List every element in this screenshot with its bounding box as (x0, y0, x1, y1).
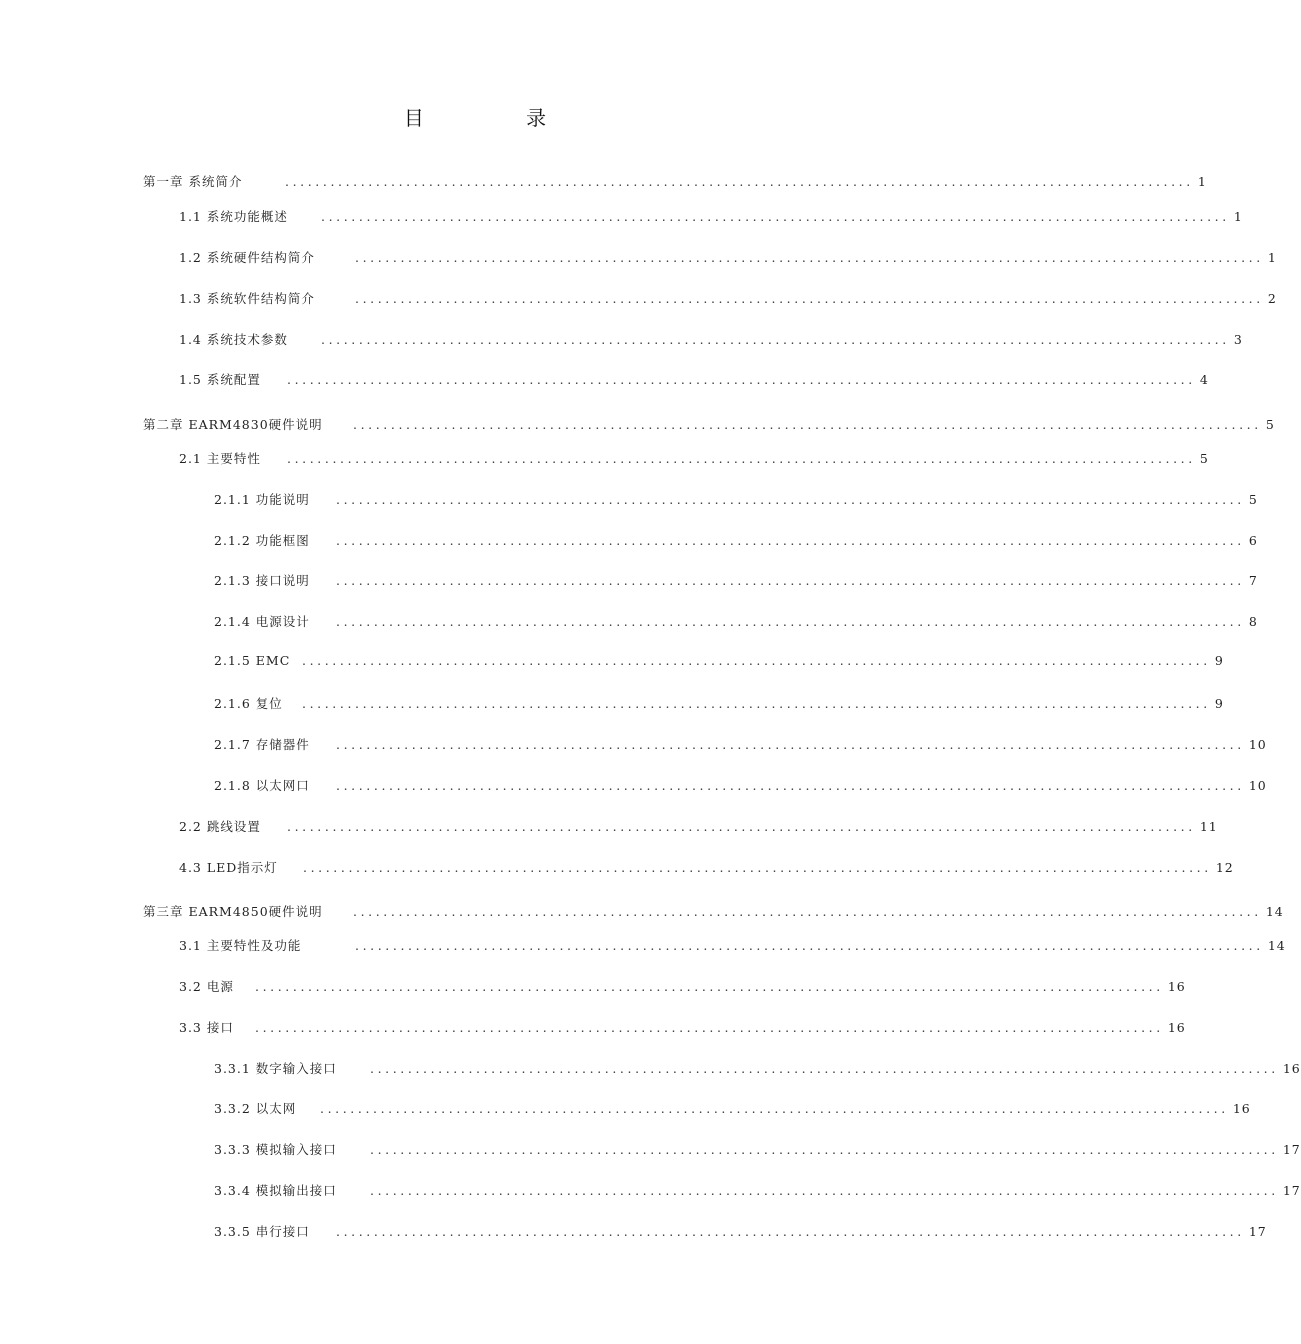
toc-entry-number: 2.1.4 (214, 614, 251, 629)
toc-entry-title: 系统功能概述 (201, 209, 288, 224)
toc-entry-number: 2.1.8 (214, 778, 251, 793)
toc-page-number: 14 (1267, 938, 1286, 953)
toc-entry-number: 1.1 (179, 209, 202, 224)
toc-entry-title: 接口 (201, 1020, 234, 1035)
toc-leader-dots: ........................................................................................................................ (370, 1142, 1279, 1157)
toc-entry-heading (214, 1181, 370, 1199)
toc-entry-number: 4.3 (179, 860, 202, 875)
toc-entry-heading (214, 490, 336, 508)
toc-entry-heading (179, 1018, 255, 1036)
toc-entry-number: 3.3 (179, 1020, 202, 1035)
toc-leader-dots: ........................................................................................................................ (321, 332, 1230, 347)
toc-entry-title: 电源设计 (250, 614, 310, 629)
toc-entry-number: 2.1.1 (214, 492, 251, 507)
toc-leader-dots: ........................................................................................................................ (302, 653, 1211, 668)
toc-entry-heading (214, 612, 336, 630)
toc-leader-dots: ........................................................................................................................ (287, 372, 1196, 387)
toc-entry[interactable] (214, 1099, 1251, 1119)
toc-entry[interactable] (214, 1181, 1301, 1201)
toc-entry-number: 3.3.1 (214, 1061, 251, 1076)
toc-entry[interactable] (214, 490, 1258, 510)
toc-entry-number: 2.1.6 (214, 696, 251, 711)
toc-entry[interactable] (179, 1018, 1186, 1038)
toc-entry-number: 3.2 (179, 979, 202, 994)
toc-entry-title: 系统技术参数 (201, 332, 288, 347)
toc-leader-dots: ........................................................................................................................ (370, 1061, 1279, 1076)
toc-entry[interactable] (214, 1059, 1301, 1079)
toc-entry-heading (179, 330, 321, 348)
toc-entry-title: 功能框图 (250, 533, 310, 548)
toc-entry-number: 2.1.2 (214, 533, 251, 548)
toc-page-number: 16 (1167, 1020, 1186, 1035)
toc-entry-heading (214, 1099, 320, 1117)
toc-entry-heading (179, 936, 355, 954)
toc-page-number: 17 (1282, 1183, 1301, 1198)
toc-entry-title: 以太网口 (250, 778, 310, 793)
toc-page-number: 8 (1248, 614, 1258, 629)
toc-entry[interactable] (143, 415, 1275, 435)
toc-entry-heading (179, 289, 355, 307)
toc-entry[interactable] (214, 531, 1258, 551)
toc-entry-title: 主要特性及功能 (201, 938, 302, 953)
toc-entry-title: 功能说明 (250, 492, 310, 507)
page-title: 目 录 (403, 106, 595, 130)
toc-leader-dots: ........................................................................................................................ (336, 614, 1245, 629)
toc-entry-title: EARM4830硬件说明 (183, 417, 323, 432)
toc-entry[interactable] (179, 936, 1286, 956)
toc-leader-dots: ........................................................................................................................ (320, 1101, 1229, 1116)
toc-entry-heading (214, 735, 336, 753)
toc-page-number: 16 (1232, 1101, 1251, 1116)
toc-entry[interactable] (179, 248, 1277, 268)
toc-leader-dots: ........................................................................................................................ (255, 979, 1164, 994)
toc-entry[interactable] (179, 289, 1277, 309)
toc-entry-heading (214, 776, 336, 794)
toc-leader-dots: ........................................................................................................................ (255, 1020, 1164, 1035)
toc-entry-heading (143, 415, 353, 433)
toc-leader-dots: ........................................................................................................................ (321, 209, 1230, 224)
toc-entry-title: EARM4850硬件说明 (183, 904, 323, 919)
toc-entry-title: 复位 (250, 696, 283, 711)
toc-page-number: 7 (1248, 573, 1258, 588)
toc-entry-heading (179, 858, 303, 876)
toc-entry[interactable] (179, 977, 1186, 997)
toc-entry-heading (214, 571, 336, 589)
toc-entry-heading (143, 902, 353, 920)
toc-entry-number: 3.1 (179, 938, 202, 953)
toc-leader-dots: ........................................................................................................................ (336, 533, 1245, 548)
toc-entry-title: 串行接口 (250, 1224, 310, 1239)
toc-page-number: 5 (1199, 451, 1209, 466)
toc-page-number: 9 (1214, 653, 1224, 668)
toc-entry[interactable] (214, 776, 1267, 796)
toc-entry-title: 模拟输出接口 (250, 1183, 337, 1198)
toc-leader-dots: ........................................................................................................................ (353, 417, 1262, 432)
toc-leader-dots: ........................................................................................................................ (355, 250, 1264, 265)
toc-entry-number: 3.3.5 (214, 1224, 251, 1239)
toc-entry-title: 存储器件 (250, 737, 310, 752)
toc-entry-heading (179, 449, 287, 467)
toc-entry-number: 2.1 (179, 451, 202, 466)
toc-entry-title: 主要特性 (201, 451, 261, 466)
toc-entry[interactable] (179, 330, 1243, 350)
toc-entry-heading (214, 1059, 370, 1077)
toc-entry-heading (214, 1222, 336, 1240)
toc-entry-title: 接口说明 (250, 573, 310, 588)
toc-entry-title: 系统软件结构简介 (201, 291, 315, 306)
toc-entry-title: 系统硬件结构简介 (201, 250, 315, 265)
toc-entry-title: 电源 (201, 979, 234, 994)
toc-entry-title: LED指示灯 (201, 860, 278, 875)
toc-leader-dots: ........................................................................................................................ (355, 938, 1264, 953)
toc-entry-heading (179, 207, 321, 225)
toc-entry-number: 1.5 (179, 372, 202, 387)
toc-entry-number: 3.3.4 (214, 1183, 251, 1198)
toc-entry-title: EMC (250, 653, 291, 668)
toc-leader-dots: ........................................................................................................................ (336, 1224, 1245, 1239)
toc-entry-title: 数字输入接口 (250, 1061, 337, 1076)
toc-entry[interactable] (143, 172, 1207, 192)
toc-leader-dots: ........................................................................................................................ (303, 860, 1212, 875)
toc-leader-dots: ........................................................................................................................ (370, 1183, 1279, 1198)
toc-entry-number: 3.3.3 (214, 1142, 251, 1157)
toc-leader-dots: ........................................................................................................................ (302, 696, 1211, 711)
toc-entry[interactable] (214, 1140, 1301, 1160)
toc-entry-heading (143, 172, 285, 190)
toc-page-number: 5 (1248, 492, 1258, 507)
toc-page-number: 3 (1233, 332, 1243, 347)
toc-entry-heading (179, 370, 287, 388)
toc-entry-heading (179, 977, 255, 995)
toc-entry-number: 3.3.2 (214, 1101, 251, 1116)
toc-leader-dots: ........................................................................................................................ (355, 291, 1264, 306)
toc-entry-number: 第一章 (143, 174, 184, 189)
toc-leader-dots: ........................................................................................................................ (336, 737, 1245, 752)
toc-entry-heading (179, 248, 355, 266)
toc-entry-number: 1.3 (179, 291, 202, 306)
toc-leader-dots: ........................................................................................................................ (336, 492, 1245, 507)
toc-entry-title: 系统简介 (183, 174, 243, 189)
toc-page-number: 16 (1282, 1061, 1301, 1076)
toc-entry-number: 2.2 (179, 819, 202, 834)
toc-entry-title: 系统配置 (201, 372, 261, 387)
toc-leader-dots: ........................................................................................................................ (287, 451, 1196, 466)
toc-entry-title: 跳线设置 (201, 819, 261, 834)
toc-page-number: 10 (1248, 778, 1267, 793)
toc-page-number: 11 (1199, 819, 1218, 834)
toc-entry[interactable] (214, 1222, 1267, 1242)
toc-leader-dots: ........................................................................................................................ (336, 573, 1245, 588)
toc-entry[interactable] (179, 858, 1234, 878)
toc-entry-title: 模拟输入接口 (250, 1142, 337, 1157)
toc-entry-number: 2.1.7 (214, 737, 251, 752)
toc-entry-heading (214, 531, 336, 549)
toc-entry[interactable] (214, 694, 1224, 714)
toc-entry-number: 1.4 (179, 332, 202, 347)
toc-entry-number: 第二章 (143, 417, 184, 432)
toc-entry[interactable] (179, 370, 1209, 390)
toc-page-number: 12 (1215, 860, 1234, 875)
toc-leader-dots: ........................................................................................................................ (336, 778, 1245, 793)
toc-entry[interactable] (214, 612, 1258, 632)
toc-page-number: 2 (1267, 291, 1277, 306)
toc-page-number: 17 (1282, 1142, 1301, 1157)
toc-leader-dots: ........................................................................................................................ (353, 904, 1262, 919)
toc-page-number: 14 (1265, 904, 1284, 919)
toc-entry-title: 以太网 (250, 1101, 297, 1116)
toc-entry[interactable] (214, 653, 1224, 673)
toc-page-number: 17 (1248, 1224, 1267, 1239)
toc-entry[interactable] (179, 449, 1209, 469)
toc-entry[interactable] (214, 735, 1267, 755)
toc-entry-number: 1.2 (179, 250, 202, 265)
toc-entry-number: 第三章 (143, 904, 184, 919)
toc-entry[interactable] (214, 571, 1258, 591)
toc-entry-number: 2.1.3 (214, 573, 251, 588)
toc-entry-number: 2.1.5 (214, 653, 251, 668)
toc-entry[interactable] (143, 902, 1284, 922)
toc-page-number: 5 (1265, 417, 1275, 432)
toc-entry[interactable] (179, 817, 1218, 837)
toc-entry-heading (214, 1140, 370, 1158)
toc-page-number: 16 (1167, 979, 1186, 994)
toc-page-number: 9 (1214, 696, 1224, 711)
toc-leader-dots: ........................................................................................................................ (287, 819, 1196, 834)
toc-entry[interactable] (179, 207, 1243, 227)
toc-page-number: 6 (1248, 533, 1258, 548)
toc-entry-heading (214, 694, 302, 712)
toc-page-number: 1 (1233, 209, 1243, 224)
toc-entry-heading (179, 817, 287, 835)
toc-page-number: 4 (1199, 372, 1209, 387)
toc-entry-heading (214, 653, 302, 668)
toc-leader-dots: ........................................................................................................................ (285, 174, 1194, 189)
toc-page-number: 10 (1248, 737, 1267, 752)
toc-page-number: 1 (1197, 174, 1207, 189)
toc-page-number: 1 (1267, 250, 1277, 265)
